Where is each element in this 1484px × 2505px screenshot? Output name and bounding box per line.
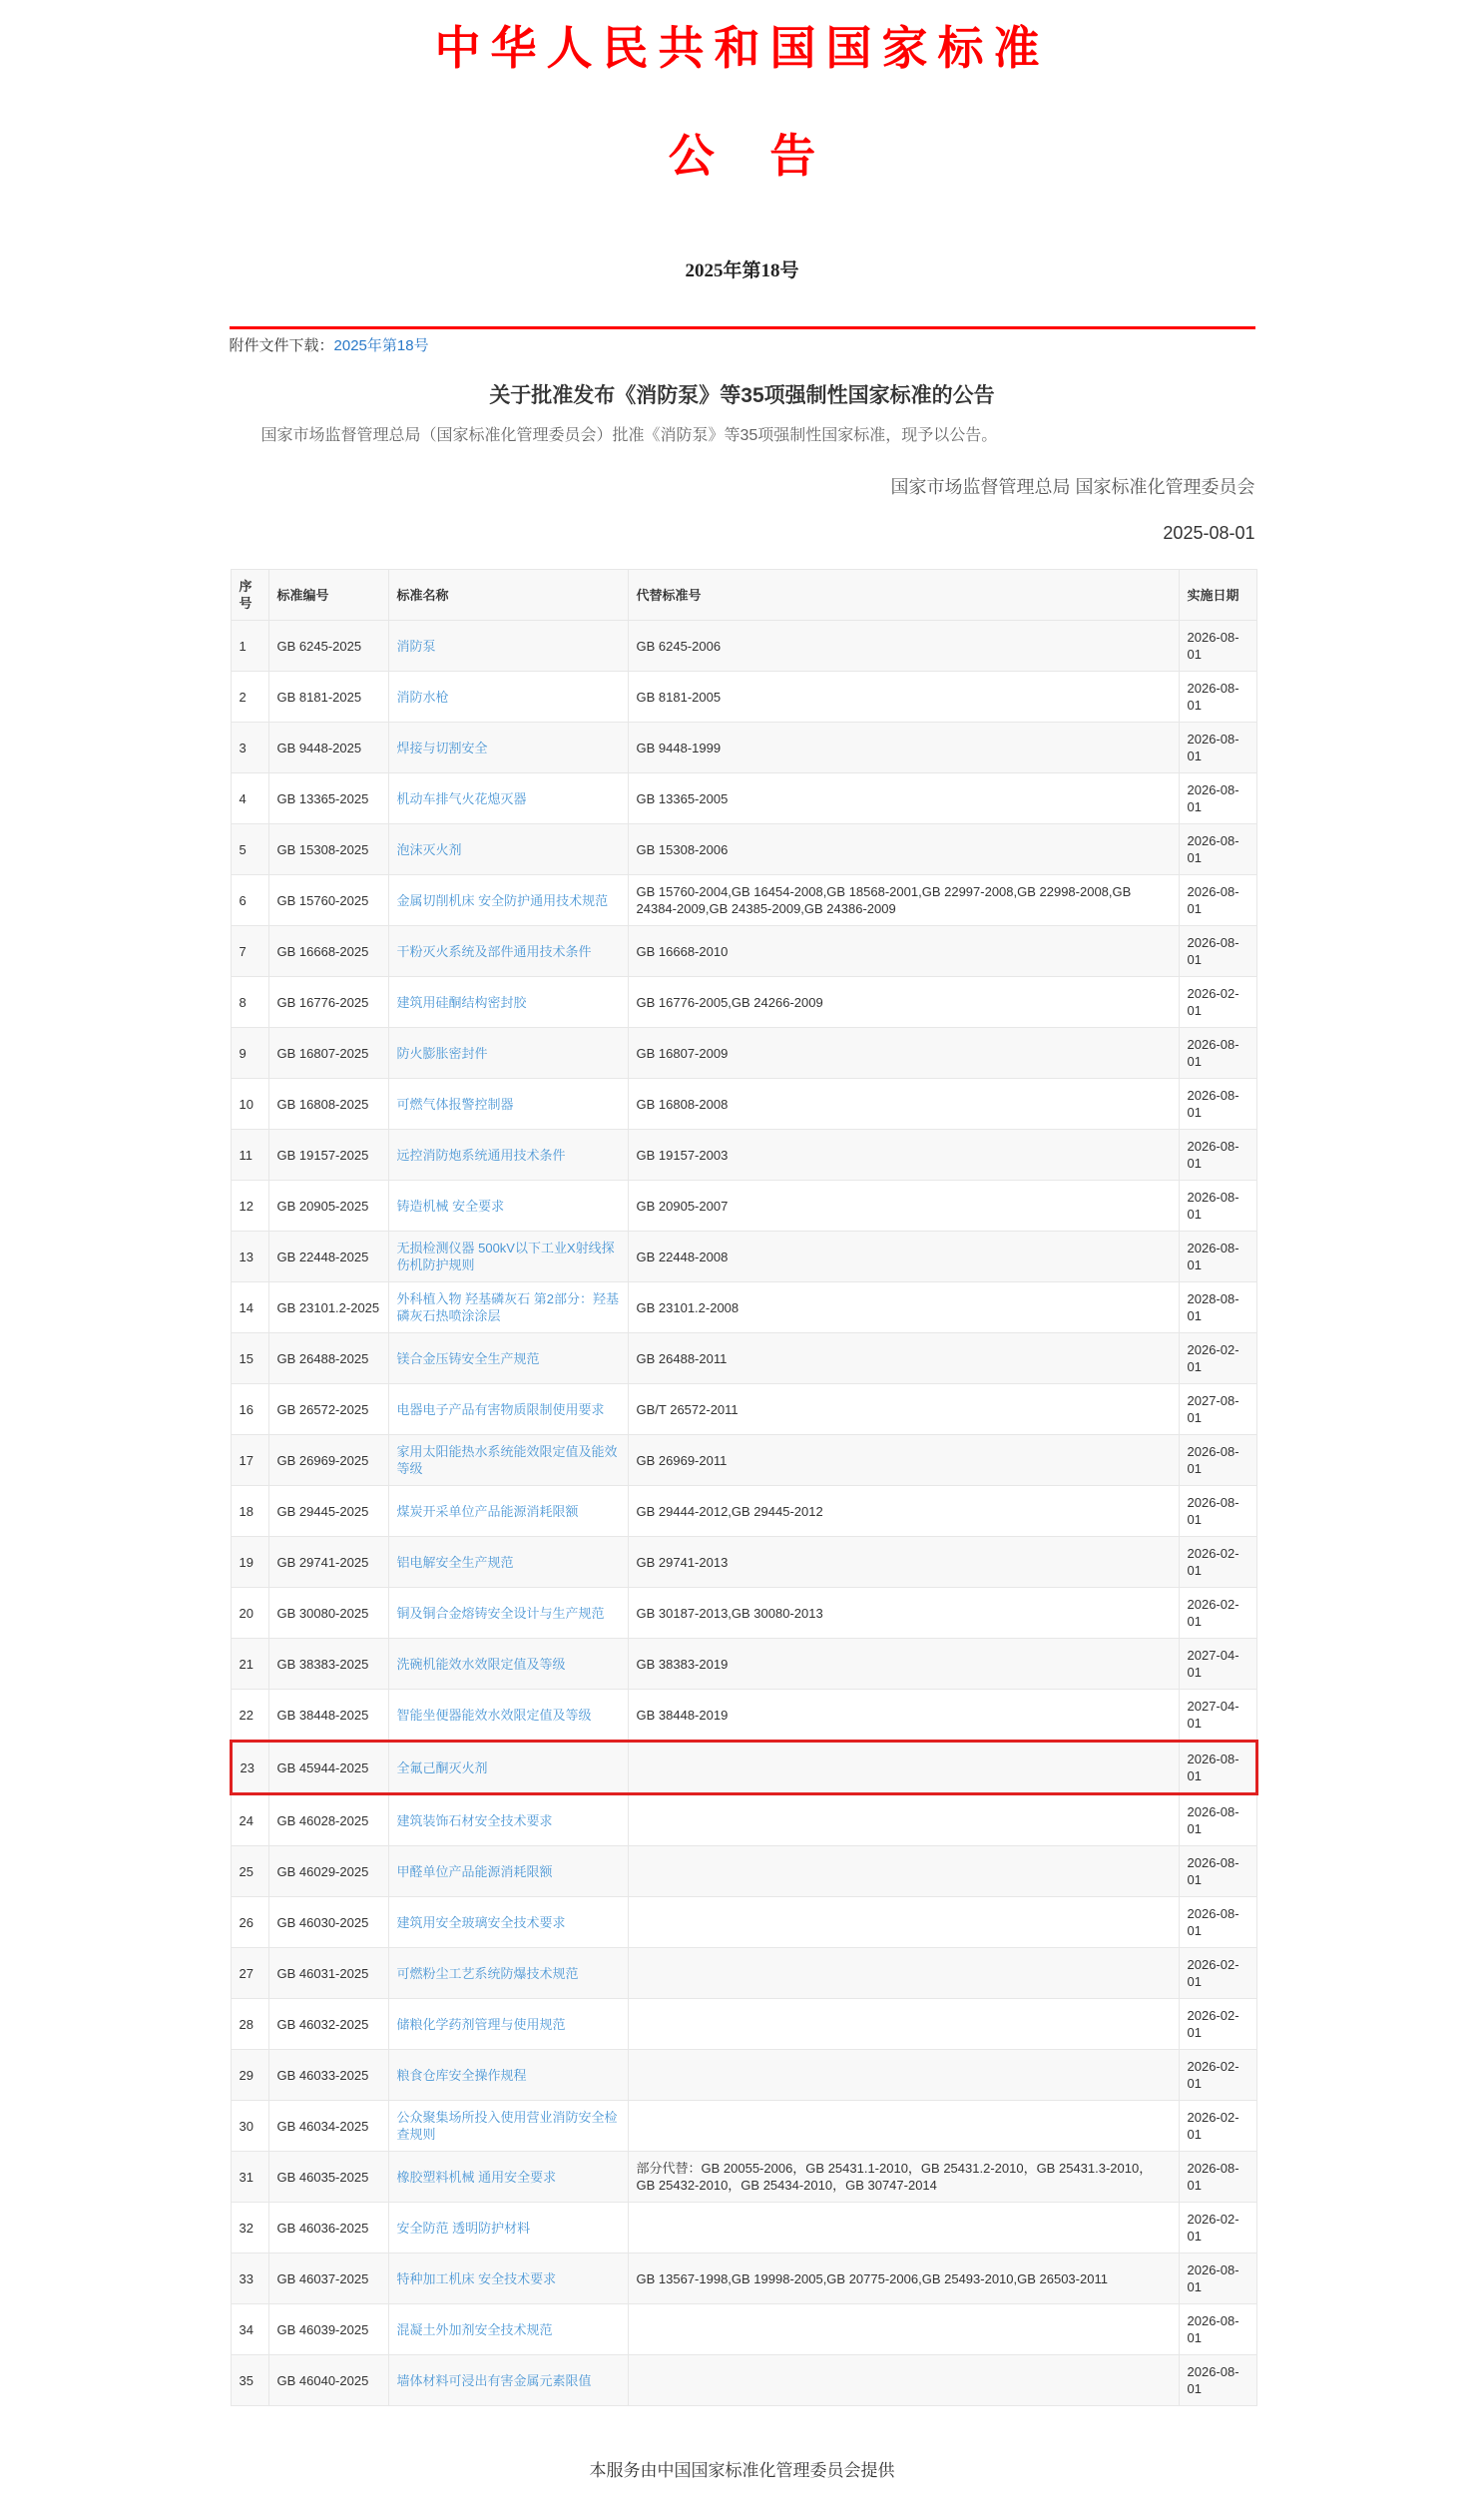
table-row xyxy=(231,1639,1256,1690)
standard-code-cell: GB 20905-2025 xyxy=(268,1181,388,1232)
implementation-date-cell: 2026-02-01 xyxy=(1179,1333,1256,1384)
standard-name-cell xyxy=(388,875,628,926)
implementation-date-cell: 2026-02-01 xyxy=(1179,1999,1256,2050)
implementation-date-cell: 2026-08-01 xyxy=(1179,2254,1256,2304)
table-row xyxy=(231,2050,1256,2101)
standard-name-link[interactable]: 智能坐便器能效水效限定值及等级 xyxy=(396,1707,592,1723)
standard-name-cell xyxy=(388,672,628,723)
standard-code-cell: GB 46036-2025 xyxy=(268,2203,388,2254)
replaced-standards-cell: GB 8181-2005 xyxy=(628,672,1179,723)
header-index: 序号 xyxy=(231,570,268,621)
implementation-date-cell: 2026-08-01 xyxy=(1179,1232,1256,1282)
standard-name-link[interactable]: 干粉灭火系统及部件通用技术条件 xyxy=(396,943,592,959)
red-divider-line xyxy=(230,326,1255,329)
row-index-cell: 10 xyxy=(231,1079,268,1130)
header-implementation-date: 实施日期 xyxy=(1179,570,1256,621)
implementation-date-cell: 2026-02-01 xyxy=(1179,2101,1256,2152)
implementation-date-cell: 2026-02-01 xyxy=(1179,1537,1256,1588)
table-row xyxy=(231,824,1256,875)
standard-name-link[interactable]: 储粮化学药剂管理与使用规范 xyxy=(396,2016,566,2032)
implementation-date-cell: 2027-08-01 xyxy=(1179,1384,1256,1435)
table-row xyxy=(231,1181,1256,1232)
standard-name-link[interactable]: 无损检测仪器 500kV以下工业X射线探伤机防护规则 xyxy=(396,1241,615,1272)
row-index-cell: 17 xyxy=(231,1435,268,1486)
standard-name-link[interactable]: 机动车排气火花熄灭器 xyxy=(396,790,527,806)
implementation-date-cell: 2026-08-01 xyxy=(1179,2152,1256,2203)
standard-code-cell: GB 23101.2-2025 xyxy=(268,1282,388,1333)
standard-name-cell xyxy=(388,2152,628,2203)
row-index-cell: 19 xyxy=(231,1537,268,1588)
implementation-date-cell: 2026-08-01 xyxy=(1179,672,1256,723)
standard-code-cell: GB 46034-2025 xyxy=(268,2101,388,2152)
table-row xyxy=(231,1846,1256,1897)
table-row xyxy=(231,2152,1256,2203)
standard-code-cell: GB 46028-2025 xyxy=(268,1794,388,1846)
table-row xyxy=(231,2101,1256,2152)
implementation-date-cell: 2026-02-01 xyxy=(1179,977,1256,1028)
standard-name-cell xyxy=(388,1079,628,1130)
table-row xyxy=(231,875,1256,926)
row-index-cell: 20 xyxy=(231,1588,268,1639)
standard-name-link[interactable]: 建筑装饰石材安全技术要求 xyxy=(396,1812,553,1828)
row-index-cell: 21 xyxy=(231,1639,268,1690)
table-row xyxy=(231,1333,1256,1384)
row-index-cell: 11 xyxy=(231,1130,268,1181)
standard-code-cell: GB 46039-2025 xyxy=(268,2304,388,2355)
standard-name-cell xyxy=(388,1846,628,1897)
table-row xyxy=(231,926,1256,977)
standard-code-cell: GB 46031-2025 xyxy=(268,1948,388,1999)
issue-number: 2025年第18号 xyxy=(685,260,799,281)
standard-code-cell: GB 26969-2025 xyxy=(268,1435,388,1486)
replaced-standards-cell: GB/T 26572-2011 xyxy=(628,1384,1179,1435)
standard-name-cell xyxy=(388,2355,628,2406)
standard-code-cell: GB 45944-2025 xyxy=(268,1742,388,1794)
standard-name-link[interactable]: 墙体材料可浸出有害金属元素限值 xyxy=(396,2372,592,2388)
standard-name-cell xyxy=(388,1948,628,1999)
standard-code-cell: GB 6245-2025 xyxy=(268,621,388,672)
attachment-label: 附件文件下载： xyxy=(229,337,334,354)
row-index-cell: 7 xyxy=(231,926,268,977)
implementation-date-cell: 2026-08-01 xyxy=(1179,875,1256,926)
row-index-cell: 22 xyxy=(231,1690,268,1742)
standard-name-link[interactable]: 铸造机械 安全要求 xyxy=(396,1198,505,1214)
standard-name-cell xyxy=(388,2101,628,2152)
standard-name-link[interactable]: 全氟己酮灭火剂 xyxy=(396,1759,488,1775)
standard-name-link[interactable]: 煤炭开采单位产品能源消耗限额 xyxy=(396,1503,579,1519)
replaced-standards-cell: GB 26969-2011 xyxy=(628,1435,1179,1486)
replaced-standards-cell: GB 38383-2019 xyxy=(628,1639,1179,1690)
standard-name-link[interactable]: 建筑用硅酮结构密封胶 xyxy=(396,994,527,1010)
standard-name-link[interactable]: 远控消防炮系统通用技术条件 xyxy=(396,1147,566,1163)
standard-code-cell: GB 38448-2025 xyxy=(268,1690,388,1742)
row-index-cell: 34 xyxy=(231,2304,268,2355)
row-index-cell: 12 xyxy=(231,1181,268,1232)
standard-code-cell: GB 30080-2025 xyxy=(268,1588,388,1639)
implementation-date-cell: 2026-08-01 xyxy=(1179,1742,1256,1794)
replaced-standards-cell xyxy=(628,1794,1179,1846)
standard-code-cell: GB 16807-2025 xyxy=(268,1028,388,1079)
standard-name-cell xyxy=(388,926,628,977)
table-row xyxy=(231,1282,1256,1333)
row-index-cell: 24 xyxy=(231,1794,268,1846)
issue-date: 2025-08-01 xyxy=(1163,523,1255,543)
replaced-standards-cell: GB 26488-2011 xyxy=(628,1333,1179,1384)
row-index-cell: 2 xyxy=(231,672,268,723)
implementation-date-cell: 2026-08-01 xyxy=(1179,1897,1256,1948)
standard-code-cell: GB 46030-2025 xyxy=(268,1897,388,1948)
standard-name-link[interactable]: 消防水枪 xyxy=(396,689,449,705)
table-row xyxy=(231,1028,1256,1079)
replaced-standards-cell: GB 29444-2012,GB 29445-2012 xyxy=(628,1486,1179,1537)
replaced-standards-cell: GB 15308-2006 xyxy=(628,824,1179,875)
standard-code-cell: GB 16668-2025 xyxy=(268,926,388,977)
table-row xyxy=(231,1897,1256,1948)
replaced-standards-cell xyxy=(628,2050,1179,2101)
standard-name-link[interactable]: 可燃气体报警控制器 xyxy=(396,1096,514,1112)
replaced-standards-cell: GB 6245-2006 xyxy=(628,621,1179,672)
standard-name-cell xyxy=(388,1282,628,1333)
standard-code-cell: GB 46032-2025 xyxy=(268,1999,388,2050)
standard-code-cell: GB 9448-2025 xyxy=(268,723,388,773)
implementation-date-cell: 2026-08-01 xyxy=(1179,926,1256,977)
row-index-cell: 16 xyxy=(231,1384,268,1435)
standard-name-link[interactable]: 家用太阳能热水系统能效限定值及能效等级 xyxy=(396,1444,618,1476)
standard-name-link[interactable]: 防火膨胀密封件 xyxy=(396,1045,488,1061)
standard-name-cell xyxy=(388,1999,628,2050)
standard-name-cell xyxy=(388,824,628,875)
standard-name-cell xyxy=(388,2254,628,2304)
standard-name-cell xyxy=(388,723,628,773)
standard-code-cell: GB 22448-2025 xyxy=(268,1232,388,1282)
attachment-link[interactable]: 2025年第18号 xyxy=(333,337,429,354)
replaced-standards-cell xyxy=(628,1897,1179,1948)
implementation-date-cell: 2027-04-01 xyxy=(1179,1639,1256,1690)
standard-name-cell xyxy=(388,1897,628,1948)
standard-name-link[interactable]: 粮食仓库安全操作规程 xyxy=(396,2067,527,2083)
row-index-cell: 28 xyxy=(231,1999,268,2050)
table-row xyxy=(231,2355,1256,2406)
table-row xyxy=(231,1079,1256,1130)
implementation-date-cell: 2026-08-01 xyxy=(1179,824,1256,875)
standard-name-cell xyxy=(388,1588,628,1639)
row-index-cell: 8 xyxy=(231,977,268,1028)
standard-name-cell xyxy=(388,1232,628,1282)
table-row xyxy=(231,2254,1256,2304)
row-index-cell: 13 xyxy=(231,1232,268,1282)
standard-code-cell: GB 29741-2025 xyxy=(268,1537,388,1588)
replaced-standards-cell xyxy=(628,1846,1179,1897)
standard-name-link[interactable]: 公众聚集场所投入使用营业消防安全检查规则 xyxy=(396,2110,618,2142)
standard-code-cell: GB 26488-2025 xyxy=(268,1333,388,1384)
standard-name-cell xyxy=(388,977,628,1028)
implementation-date-cell: 2026-08-01 xyxy=(1179,1130,1256,1181)
implementation-date-cell: 2026-02-01 xyxy=(1179,2203,1256,2254)
implementation-date-cell: 2026-08-01 xyxy=(1179,1435,1256,1486)
table-header-row xyxy=(231,570,1256,621)
table-row xyxy=(231,1588,1256,1639)
row-index-cell: 35 xyxy=(231,2355,268,2406)
replaced-standards-cell: GB 29741-2013 xyxy=(628,1537,1179,1588)
standard-name-link[interactable]: 电器电子产品有害物质限制使用要求 xyxy=(396,1401,605,1417)
page-content xyxy=(229,23,1255,2505)
table-row xyxy=(231,1232,1256,1282)
header-replaced-standards: 代替标准号 xyxy=(628,570,1179,621)
row-index-cell: 18 xyxy=(231,1486,268,1537)
standard-name-cell xyxy=(388,1486,628,1537)
replaced-standards-cell: 部分代替：GB 20055-2006，GB 25431.1-2010，GB 25431.2-2010，GB 25431.3-2010，GB 25432-2010，GB 25434-2010，GB 30747-2014 xyxy=(628,2152,1179,2203)
standard-code-cell: GB 46040-2025 xyxy=(268,2355,388,2406)
implementation-date-cell: 2026-02-01 xyxy=(1179,1948,1256,1999)
standard-code-cell: GB 26572-2025 xyxy=(268,1384,388,1435)
standard-code-cell: GB 15308-2025 xyxy=(268,824,388,875)
replaced-standards-cell: GB 16668-2010 xyxy=(628,926,1179,977)
announcement-body: 国家市场监督管理总局（国家标准化管理委员会）批准《消防泵》等35项强制性国家标准，现予以公告。 xyxy=(260,427,998,444)
implementation-date-cell: 2026-02-01 xyxy=(1179,2050,1256,2101)
standard-code-cell: GB 16776-2025 xyxy=(268,977,388,1028)
standard-name-cell xyxy=(388,1181,628,1232)
standard-name-cell xyxy=(388,1742,628,1794)
row-index-cell: 26 xyxy=(231,1897,268,1948)
table-row xyxy=(231,773,1256,824)
table-row xyxy=(231,1537,1256,1588)
replaced-standards-cell: GB 22448-2008 xyxy=(628,1232,1179,1282)
table-row xyxy=(231,621,1256,672)
standard-code-cell: GB 19157-2025 xyxy=(268,1130,388,1181)
standard-name-cell xyxy=(388,2050,628,2101)
row-index-cell: 25 xyxy=(231,1846,268,1897)
row-index-cell: 1 xyxy=(231,621,268,672)
standard-code-cell: GB 46029-2025 xyxy=(268,1846,388,1897)
table-row xyxy=(231,2203,1256,2254)
table-row xyxy=(231,1999,1256,2050)
table-row xyxy=(231,672,1256,723)
replaced-standards-cell xyxy=(628,2355,1179,2406)
implementation-date-cell: 2026-08-01 xyxy=(1179,1486,1256,1537)
standard-code-cell: GB 29445-2025 xyxy=(268,1486,388,1537)
standard-code-cell: GB 46035-2025 xyxy=(268,2152,388,2203)
row-index-cell: 14 xyxy=(231,1282,268,1333)
replaced-standards-cell xyxy=(628,1948,1179,1999)
standard-name-link[interactable]: 外科植入物 羟基磷灰石 第2部分：羟基磷灰石热喷涂涂层 xyxy=(396,1291,619,1323)
standard-name-cell xyxy=(388,1028,628,1079)
standard-name-link[interactable]: 铜及铜合金熔铸安全设计与生产规范 xyxy=(396,1605,605,1621)
replaced-standards-cell: GB 23101.2-2008 xyxy=(628,1282,1179,1333)
replaced-standards-cell xyxy=(628,1742,1179,1794)
table-row xyxy=(231,1435,1256,1486)
replaced-standards-cell xyxy=(628,2101,1179,2152)
standard-name-link[interactable]: 镁合金压铸安全生产规范 xyxy=(396,1350,540,1366)
standard-code-cell: GB 46037-2025 xyxy=(268,2254,388,2304)
replaced-standards-cell: GB 15760-2004,GB 16454-2008,GB 18568-2001,GB 22997-2008,GB 22998-2008,GB 24384-2009,GB 24385-2009,GB 24386-2009 xyxy=(628,875,1179,926)
row-index-cell: 27 xyxy=(231,1948,268,1999)
standard-name-cell xyxy=(388,1130,628,1181)
implementation-date-cell: 2026-08-01 xyxy=(1179,723,1256,773)
row-index-cell: 9 xyxy=(231,1028,268,1079)
table-row xyxy=(231,723,1256,773)
header-standard-code: 标准编号 xyxy=(268,570,388,621)
implementation-date-cell: 2026-08-01 xyxy=(1179,2355,1256,2406)
row-index-cell: 15 xyxy=(231,1333,268,1384)
row-index-cell: 4 xyxy=(231,773,268,824)
standard-name-cell xyxy=(388,1333,628,1384)
replaced-standards-cell: GB 16807-2009 xyxy=(628,1028,1179,1079)
row-index-cell: 29 xyxy=(231,2050,268,2101)
replaced-standards-cell: GB 13567-1998,GB 19998-2005,GB 20775-2006,GB 25493-2010,GB 26503-2011 xyxy=(628,2254,1179,2304)
table-row xyxy=(231,1486,1256,1537)
implementation-date-cell: 2026-08-01 xyxy=(1179,1028,1256,1079)
replaced-standards-cell xyxy=(628,1999,1179,2050)
replaced-standards-cell: GB 30187-2013,GB 30080-2013 xyxy=(628,1588,1179,1639)
replaced-standards-cell: GB 9448-1999 xyxy=(628,723,1179,773)
standard-name-link[interactable]: 安全防范 透明防护材料 xyxy=(396,2220,531,2236)
row-index-cell: 3 xyxy=(231,723,268,773)
standard-code-cell: GB 38383-2025 xyxy=(268,1639,388,1690)
replaced-standards-cell: GB 13365-2005 xyxy=(628,773,1179,824)
standard-code-cell: GB 46033-2025 xyxy=(268,2050,388,2101)
standard-name-link[interactable]: 金属切削机床 安全防护通用技术规范 xyxy=(396,892,609,908)
page-title: 中华人民共和国国家标准 xyxy=(434,23,1050,74)
standard-name-cell xyxy=(388,2203,628,2254)
implementation-date-cell: 2026-08-01 xyxy=(1179,2304,1256,2355)
table-row xyxy=(231,2304,1256,2355)
standard-name-cell xyxy=(388,773,628,824)
row-index-cell: 5 xyxy=(231,824,268,875)
row-index-cell: 32 xyxy=(231,2203,268,2254)
standards-table xyxy=(230,569,1258,2406)
footer-service-note: 本服务由中国国家标准化管理委员会提供 xyxy=(589,2461,895,2480)
replaced-standards-cell: GB 16808-2008 xyxy=(628,1079,1179,1130)
standard-name-cell xyxy=(388,1690,628,1742)
table-row xyxy=(231,1742,1256,1794)
implementation-date-cell: 2028-08-01 xyxy=(1179,1282,1256,1333)
standard-name-cell xyxy=(388,1639,628,1690)
standard-name-cell xyxy=(388,1537,628,1588)
replaced-standards-cell: GB 20905-2007 xyxy=(628,1181,1179,1232)
standard-code-cell: GB 13365-2025 xyxy=(268,773,388,824)
implementation-date-cell: 2026-08-01 xyxy=(1179,1181,1256,1232)
row-index-cell: 33 xyxy=(231,2254,268,2304)
standard-name-link[interactable]: 可燃粉尘工艺系统防爆技术规范 xyxy=(396,1965,579,1981)
standard-name-link[interactable]: 橡胶塑料机械 通用安全要求 xyxy=(396,2169,557,2185)
row-index-cell: 30 xyxy=(231,2101,268,2152)
implementation-date-cell: 2026-08-01 xyxy=(1179,1079,1256,1130)
table-row xyxy=(231,1384,1256,1435)
standard-name-link[interactable]: 铝电解安全生产规范 xyxy=(396,1554,514,1570)
standards-table-body xyxy=(231,621,1256,2406)
announcement-word: 公 告 xyxy=(668,131,816,182)
standard-name-cell xyxy=(388,621,628,672)
row-index-cell: 23 xyxy=(231,1742,268,1794)
table-row xyxy=(231,977,1256,1028)
standard-name-link[interactable]: 混凝土外加剂安全技术规范 xyxy=(396,2321,553,2337)
standard-name-cell xyxy=(388,2304,628,2355)
standard-name-link[interactable]: 焊接与切割安全 xyxy=(396,740,488,755)
replaced-standards-cell xyxy=(628,2304,1179,2355)
implementation-date-cell: 2026-08-01 xyxy=(1179,1846,1256,1897)
standard-name-link[interactable]: 特种加工机床 安全技术要求 xyxy=(396,2270,557,2286)
implementation-date-cell: 2026-08-01 xyxy=(1179,621,1256,672)
table-row xyxy=(231,1690,1256,1742)
attachment-download-line xyxy=(230,336,1255,356)
standards-table-header xyxy=(231,570,1256,621)
replaced-standards-cell: GB 38448-2019 xyxy=(628,1690,1179,1742)
replaced-standards-cell xyxy=(628,2203,1179,2254)
standard-name-link[interactable]: 甲醛单位产品能源消耗限额 xyxy=(396,1863,553,1879)
implementation-date-cell: 2027-04-01 xyxy=(1179,1690,1256,1742)
table-row xyxy=(231,1130,1256,1181)
standard-name-cell xyxy=(388,1435,628,1486)
standard-name-link[interactable]: 泡沫灭火剂 xyxy=(396,841,462,857)
standard-code-cell: GB 8181-2025 xyxy=(268,672,388,723)
table-row xyxy=(231,1948,1256,1999)
standard-code-cell: GB 16808-2025 xyxy=(268,1079,388,1130)
standard-name-cell xyxy=(388,1794,628,1846)
replaced-standards-cell: GB 19157-2003 xyxy=(628,1130,1179,1181)
implementation-date-cell: 2026-08-01 xyxy=(1179,1794,1256,1846)
standard-code-cell: GB 15760-2025 xyxy=(268,875,388,926)
standard-name-link[interactable]: 洗碗机能效水效限定值及等级 xyxy=(396,1656,566,1672)
standard-name-link[interactable]: 消防泵 xyxy=(396,638,436,654)
row-index-cell: 31 xyxy=(231,2152,268,2203)
header-standard-name: 标准名称 xyxy=(388,570,628,621)
standard-name-cell xyxy=(388,1384,628,1435)
table-row xyxy=(231,1794,1256,1846)
implementation-date-cell: 2026-08-01 xyxy=(1179,773,1256,824)
issuing-authority: 国家市场监督管理总局 国家标准化管理委员会 xyxy=(890,477,1255,497)
implementation-date-cell: 2026-02-01 xyxy=(1179,1588,1256,1639)
replaced-standards-cell: GB 16776-2005,GB 24266-2009 xyxy=(628,977,1179,1028)
announcement-title: 关于批准发布《消防泵》等35项强制性国家标准的公告 xyxy=(489,384,995,407)
standard-name-link[interactable]: 建筑用安全玻璃安全技术要求 xyxy=(396,1914,566,1930)
row-index-cell: 6 xyxy=(231,875,268,926)
